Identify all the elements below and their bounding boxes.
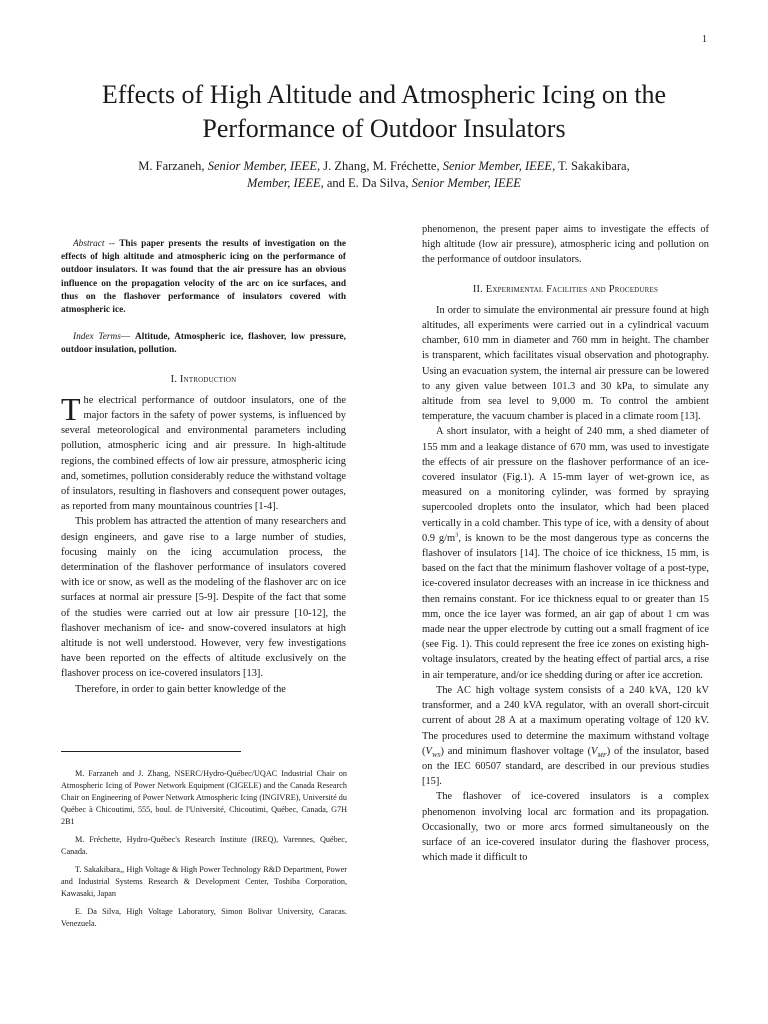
footnotes [61, 768, 347, 936]
subscript-mf: MF [597, 751, 607, 759]
intro-paragraph-1-text: he electrical performance of outdoor insulators, one of the major factors in the safety of power systems, is influenced by several meteorological and environmental parameters including pollution, atmospheric icing and air pressure. In high-altitude regions, the combined effects of low air pressure, atmospheric icing and, sometimes, pollution considerably reduce the withstand voltage of insulators, resulting in flashovers and consequent power outages, as reported from many mountainous countries [1-4]. [61, 394, 346, 513]
left-column [61, 222, 346, 697]
symbol-v-mf: V [591, 745, 598, 757]
footnote-1: M. Farzaneh and J. Zhang, NSERC/Hydro-Québec/UQAC Industrial Chair on Atmospheric Icing of Power Network Equipment (CIGELE) and the Canada Research Chair on Engineering of Power Network Atmospheric Icing (INGIVRE), Université du Québec à Chicoutimi, 555, boul. de l'Université, Chicoutimi, Québec, Canada, G7H 2B1 [61, 769, 347, 826]
index-terms-dash: — [120, 332, 136, 343]
author-3: , T. Sakakibara, [552, 159, 630, 173]
footnote-divider [61, 751, 241, 752]
right-column [422, 222, 709, 865]
abstract-dash: -- [104, 239, 120, 249]
author-3-role: Member, IEEE [247, 176, 321, 190]
experimental-paragraph-4: The flashover of ice-covered insulators is a complex phenomenon involving local arc formation and its propagation. Occasionally, two or more arcs formed simultaneously on the surface of an ice-covered insulator during the flashover process, which made it difficult to [422, 791, 709, 864]
author-1: M. Farzaneh, [138, 159, 208, 173]
section-heading-introduction: I. Introduction [170, 373, 237, 385]
continued-paragraph: phenomenon, the present paper aims to investigate the effects of high altitude (low air pressure), atmospheric icing and pollution on the performance of outdoor insulators. [422, 224, 709, 266]
experimental-paragraph-3-text-b: ) and minimum flashover voltage ( [440, 745, 592, 757]
author-2-role: Senior Member, IEEE [442, 159, 553, 173]
author-4: , and E. Da Silva, [320, 176, 412, 190]
symbol-v-ws: V [425, 745, 432, 757]
page-number: 1 [702, 34, 707, 45]
footnote-3: T. Sakakibara,, High Voltage & High Power Technology R&D Department, Power and Industrial Systems Research & Development Center, Toshiba Corporation, Kawasaki, Japan [61, 865, 347, 898]
footnote-4: E. Da Silva, High Voltage Laboratory, Simon Bolivar University, Caracas. Venezuela. [61, 907, 347, 928]
paper-title: Effects of High Altitude and Atmospheric Icing on the Performance of Outdoor Insulators [101, 80, 667, 143]
intro-paragraph-2: This problem has attracted the attention of many researchers and design engineers, and gave rise to a large number of studies, focusing mainly on the icing accumulation process, the determination of the flashover performance of insulators covered with ice or snow, as well as the modeling of the flashover arc on ice surfaces at normal air pressure [5-9]. Despite of the fact that some of the studies were carried out at low air pressure [10-12], the flashover mechanism of ice- and snow-covered insulators at high altitude is not well understood. However, very few investigations have been reported on the effects of altitude exclusively on the flashover process on ice-covered insulators [13]. [61, 516, 346, 680]
index-terms-label: Index Terms [73, 332, 121, 343]
experimental-paragraph-2 [422, 424, 709, 682]
experimental-paragraph-2-text-a: A short insulator, with a height of 240 mm, a shed diameter of 155 mm and a leakage distance of 670 mm, was used to investigate the effects of air pressure on the flashover performance of an ice-covered insulator (Fig.1). A 15-mm layer of wet-grown ice, as measured on a monitoring cylinder, was formed by spraying supercooled droplets onto the insulator, which had been placed vertically in a cold chamber. This type of ice, with a density of about 0.9 g/m [422, 426, 709, 544]
intro-paragraph-1 [61, 390, 346, 515]
section-heading-experimental: II. Experimental Facilities and Procedures [472, 283, 659, 295]
author-1-role: Senior Member, IEEE [207, 159, 318, 173]
abstract [61, 238, 346, 317]
index-terms [61, 331, 346, 357]
experimental-paragraph-2-text-b: , is known to be the most dangerous type as concerns the flashover of insulators [14]. The choice of ice thickness, 15 mm, is based on the fact that the minimum flashover voltage of a post-type, ice-covered insulator decreases with an increase in ice thickness and then remains constant. For ice thickness equal to or greater than 15 mm, once the ice layer was formed, an air gap of about 1 cm was made near the upper electrode by cutting out a small fragment of ice (see Fig. 1). This could represent the free ice zones on existing high-voltage insulators, created by the heating effect of partial arcs, a rise in air temperature, and/or ice shedding during or after ice accretion. [422, 532, 709, 681]
author-4-role: Senior Member, IEEE [411, 176, 521, 190]
drop-cap: T [61, 390, 81, 427]
author-list [40, 158, 728, 192]
abstract-text: This paper presents the results of investigation on the effects of high altitude and atmospheric icing on the performance of outdoor insulators. It was found that the air pressure has an obvious influence on the propagation velocity of the arc on ice surfaces, and thus on the flashover performance of insulators covered with atmospheric ice. [61, 239, 346, 316]
subscript-ws: WS [431, 751, 441, 759]
intro-paragraph-3: Therefore, in order to gain better knowledge of the [75, 683, 286, 695]
footnote-2: M. Fréchette, Hydro-Québec's Research Institute (IREQ), Varennes, Québec, Canada. [61, 835, 347, 856]
experimental-paragraph-3-text-c: ) of the insulator, based on the IEC 60507 standard, are described in our previous studies [15]. [422, 745, 709, 788]
experimental-paragraph-3-text-a: The AC high voltage system consists of a 240 kVA, 120 kV transformer, and a 240 kVA regulator, with an overall short-circuit current of about 28 A at a maximum operating voltage of 120 kV. The procedures used to determine the maximum withstand voltage ( [422, 684, 709, 757]
author-2: , J. Zhang, M. Fréchette, [317, 159, 443, 173]
abstract-label: Abstract [73, 239, 105, 249]
index-terms-text: Altitude, Atmospheric ice, flashover, low pressure, outdoor insulation, pollution. [61, 332, 346, 356]
density-exponent: 3 [455, 531, 459, 539]
experimental-paragraph-3 [422, 683, 709, 789]
experimental-paragraph-1: In order to simulate the environmental air pressure found at high altitudes, all experiments were carried out in a cylindrical vacuum chamber, 610 mm in diameter and 760 mm in height. The chamber is transparent, which facilitates visual observation and photography. Using an evacuation system, the internal air pressure can be lowered to any given value between 101.3 and 30 kPa, to simulate any altitude from sea level to 9,000 m. To control the ambient temperature, the vacuum chamber is placed in a climate room [13]. [422, 304, 709, 423]
